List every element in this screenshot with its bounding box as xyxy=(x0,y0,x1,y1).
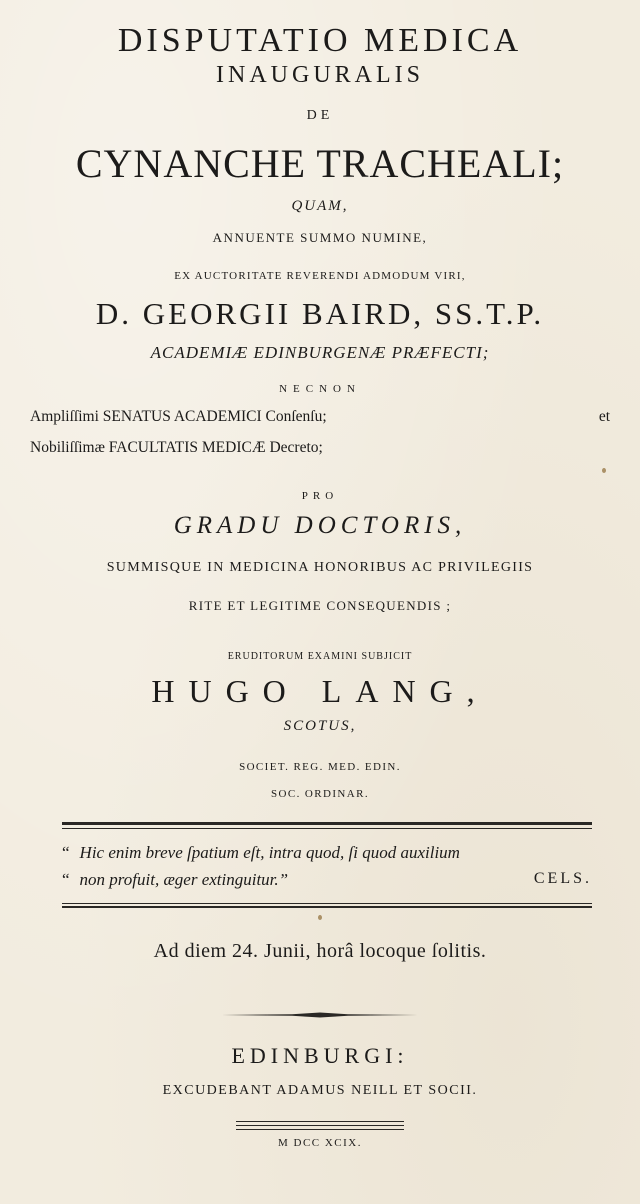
author-society: SOCIET. REG. MED. EDIN. xyxy=(239,761,401,773)
title-de: DE xyxy=(306,108,334,123)
author-examini: ERUDITORUM EXAMINI SUBJICIT xyxy=(227,651,413,662)
epigraph-rule-bottom-thin xyxy=(62,903,592,904)
formula-auctoritate: EX AUCTORITATE REVERENDI ADMODUM VIRI, xyxy=(174,270,466,282)
author-name: HUGO LANG, xyxy=(151,673,489,709)
imprint-printer: EXCUDEBANT ADAMUS NEILL ET SOCII. xyxy=(162,1083,478,1098)
title-disputatio-medica: DISPUTATIO MEDICA xyxy=(117,22,523,59)
imprint-rule-3 xyxy=(236,1129,404,1130)
imprint-city: EDINBURGI: xyxy=(231,1043,409,1068)
epigraph-rule-top xyxy=(62,822,592,825)
epigraph-text-2: non profuit, æger extinguitur.” xyxy=(79,870,289,889)
defense-date: Ad diem 24. Junii, horâ locoque ſolitis. xyxy=(153,940,487,962)
epigraph-open-mark: “ xyxy=(62,843,70,862)
senatus-line xyxy=(30,408,610,426)
principal-office: ACADEMIÆ EDINBURGENÆ PRÆFECTI; xyxy=(150,343,490,362)
title-subject: CYNANCHE TRACHEALI; xyxy=(75,141,565,186)
principal-name: D. GEORGII BAIRD, SS.T.P. xyxy=(95,296,545,331)
formula-summis: SUMMISQUE IN MEDICINA HONORIBUS AC PRIVILEGIIS xyxy=(106,560,534,575)
ornamental-rule xyxy=(222,1012,418,1018)
degree-gradu-doctoris: GRADU DOCTORIS, xyxy=(173,512,467,539)
formula-rite: RITE ET LEGITIME CONSEQUENDIS ; xyxy=(188,598,452,613)
senatus-text: Ampliſſimi SENATUS ACADEMICI Conſenſu; xyxy=(30,408,327,425)
facultas-line xyxy=(30,439,610,457)
epigraph-text-1: Hic enim breve ſpatium eſt, intra quod, ſi quod auxilium xyxy=(79,843,460,862)
imprint-rule-1 xyxy=(236,1121,404,1122)
epigraph-rule-top-thin xyxy=(62,828,592,829)
epigraph-line-1 xyxy=(62,843,592,863)
epigraph-source: CELS. xyxy=(533,870,592,887)
senatus-et: et xyxy=(598,408,610,425)
epigraph-line-2 xyxy=(62,870,592,890)
author-origin: SCOTUS, xyxy=(283,718,357,734)
imprint-rule-2 xyxy=(236,1125,404,1126)
epigraph-rule-bottom xyxy=(62,906,592,908)
foxing-spot xyxy=(602,468,606,473)
facultas-text: Nobiliſſimæ FACULTATIS MEDICÆ Decreto; xyxy=(30,439,323,456)
formula-annuente: ANNUENTE SUMMO NUMINE, xyxy=(212,230,428,245)
title-inauguralis: INAUGURALIS xyxy=(216,62,424,88)
formula-necnon: NECNON xyxy=(279,383,361,395)
author-status: SOC. ORDINAR. xyxy=(271,788,369,800)
imprint-year: M DCC XCIX. xyxy=(277,1137,363,1149)
formula-quam: QUAM, xyxy=(291,198,349,214)
foxing-spot xyxy=(318,915,322,920)
formula-pro: PRO xyxy=(301,490,339,502)
epigraph-open-mark-2: “ xyxy=(62,870,70,889)
